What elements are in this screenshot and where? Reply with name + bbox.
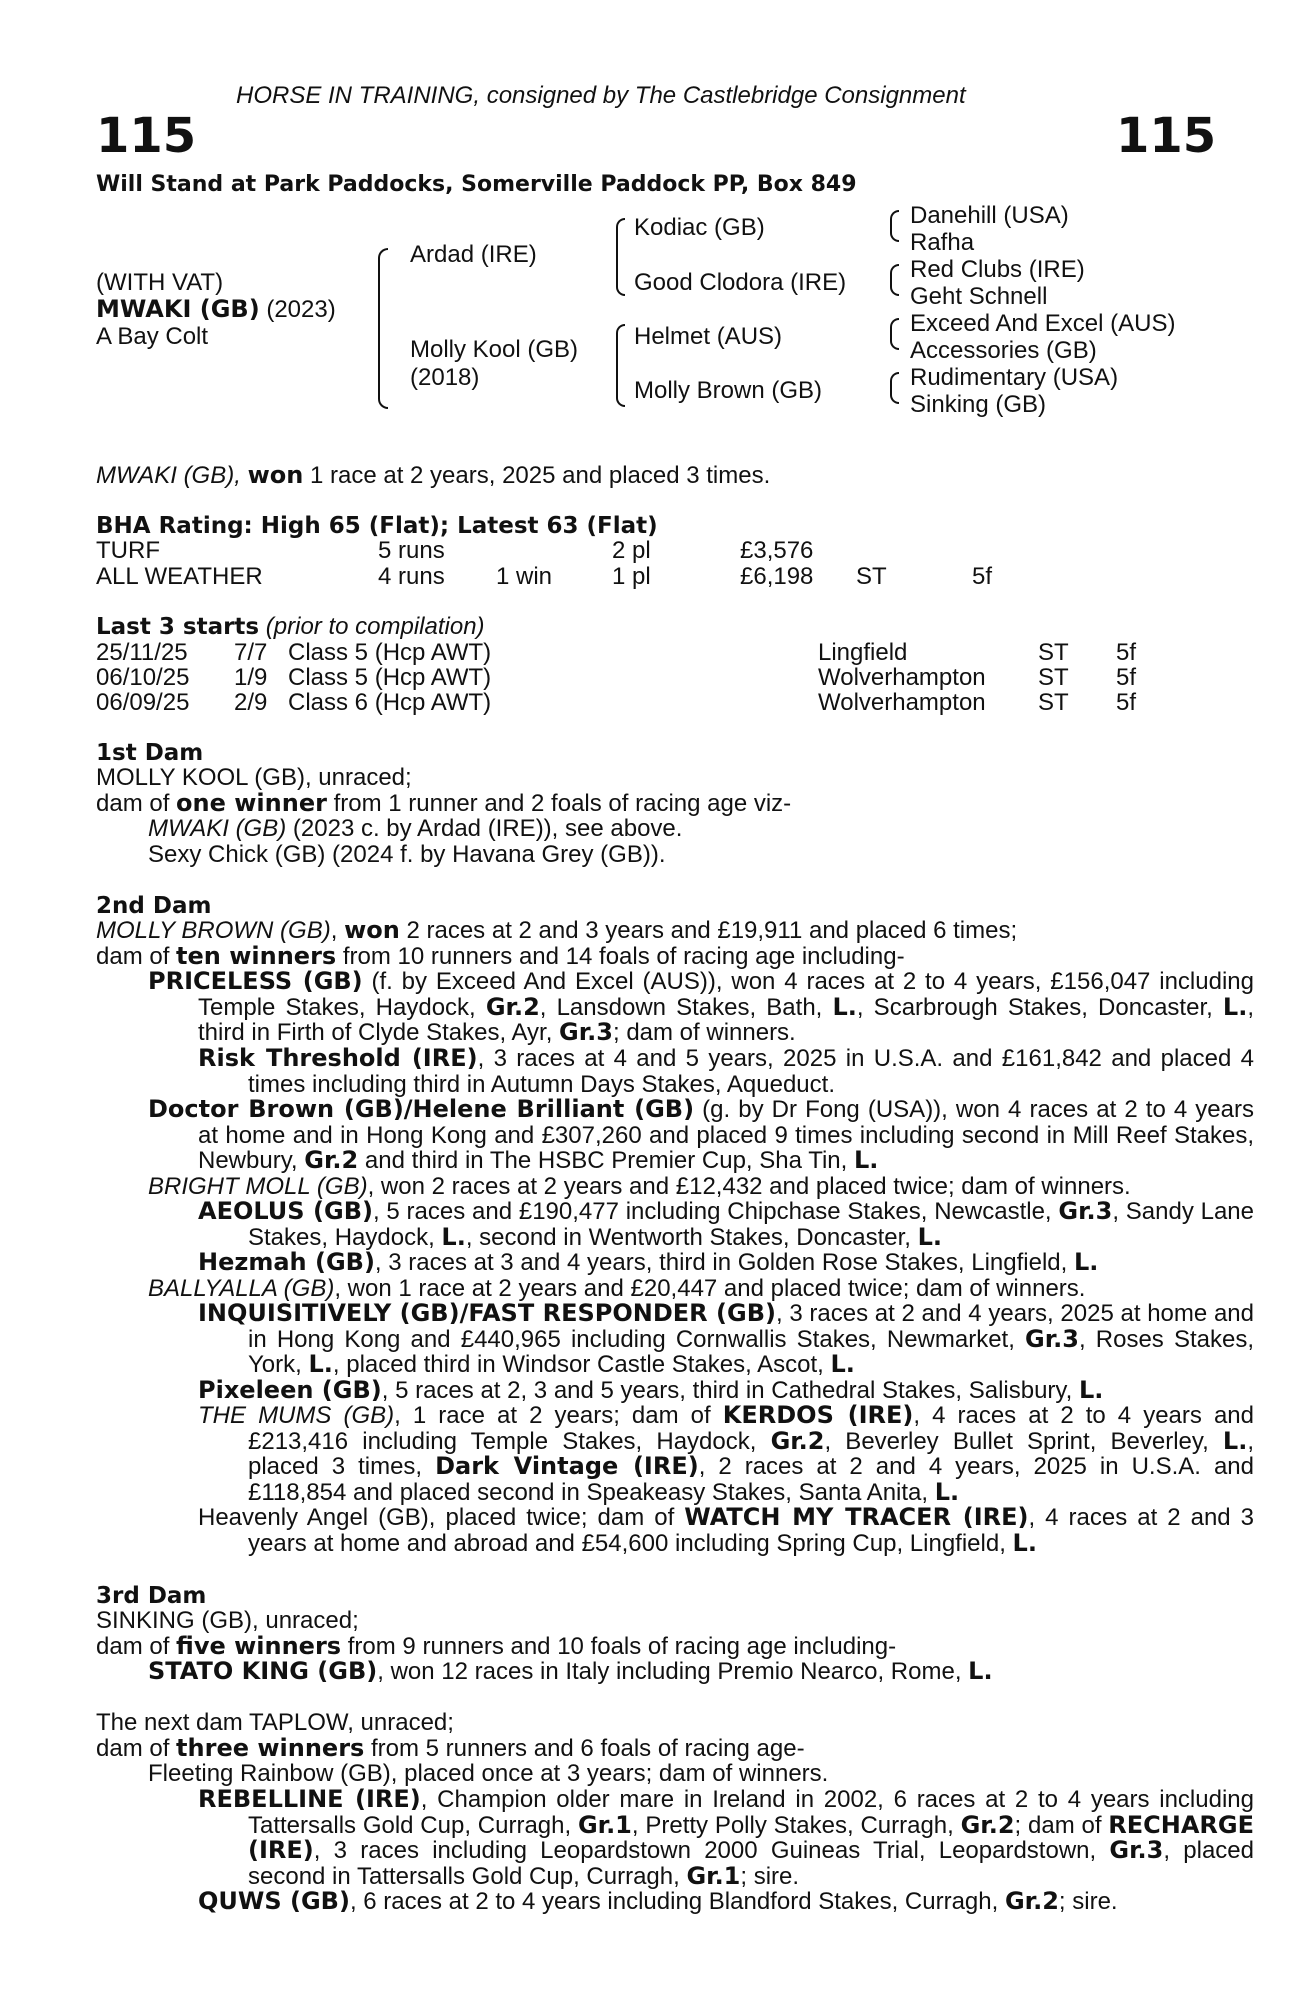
progeny-doctor-brown: Doctor Brown (GB)/Helene Brilliant (GB) (g. by Dr Fong (USA)), won 4 races at 2 to 4 years at home and in Hong Kong and £307,260 and placed 9 times including second in Mill Reef Stakes, Newbury, Gr.2 and third in The HSBC Premier Cup, Sha Tin, L. — [148, 1095, 1254, 1175]
gg-7: Rudimentary (USA) — [910, 364, 1119, 391]
summary-text: 1 race at 2 years, 2025 and placed 3 times. — [309, 462, 771, 489]
first-dam-line: MOLLY KOOL (GB), unraced; — [96, 764, 412, 791]
start-distance: 5f — [1116, 689, 1137, 716]
third-dam-produce: dam of five winners from 9 runners and 10 foals of racing age including- — [96, 1632, 897, 1660]
dam: Molly Kool (GB) — [410, 336, 579, 363]
vat-note: (WITH VAT) — [96, 269, 224, 296]
first-dam-title: 1st Dam — [96, 740, 204, 766]
rating-runs: 5 runs — [378, 537, 445, 564]
start-position: 1/9 — [234, 664, 268, 691]
progeny-rebelline: REBELLINE (IRE), Champion older mare in Ireland in 2002, 6 races at 2 to 4 years including Tattersalls Gold Cup, Curragh, Gr.1, Pretty Polly Stakes, Curragh, Gr.2; dam of RECHARGE (IRE), 3 races including Leopardstown 2000 Guineas Trial, Leopardstown, Gr.3, placed second in Tattersalls Gold Cup, Curragh, Gr.1; sire. — [198, 1785, 1255, 1890]
third-dam-title: 3rd Dam — [96, 1583, 207, 1609]
gg-3: Red Clubs (IRE) — [910, 256, 1085, 283]
progeny-pixeleen: Pixeleen (GB), 5 races at 2, 3 and 5 years, third in Cathedral Stakes, Salisbury, L. — [198, 1376, 1104, 1404]
start-course: Lingfield — [818, 639, 908, 666]
rating-money: £3,576 — [740, 537, 814, 564]
first-dam-produce: dam of one winner from 1 runner and 2 foals of racing age viz- — [96, 789, 792, 817]
progeny-quws: QUWS (GB), 6 races at 2 to 4 years including Blandford Stakes, Curragh, Gr.2; sire. — [198, 1887, 1118, 1915]
start-course: Wolverhampton — [818, 689, 986, 716]
start-class: Class 5 (Hcp AWT) — [288, 639, 492, 666]
rating-surface: TURF — [96, 537, 160, 564]
start-course: Wolverhampton — [818, 664, 986, 691]
brace-parents — [378, 248, 388, 409]
brace-g1 — [890, 210, 899, 242]
start-ground: ST — [1038, 689, 1069, 716]
brace-sire-parents — [616, 218, 625, 296]
progeny-risk-threshold: Risk Threshold (IRE), 3 races at 4 and 5 years, 2025 in U.S.A. and £161,842 and placed 4 times including third in Autumn Days Stakes, Aqueduct. — [198, 1044, 1255, 1098]
start-distance: 5f — [1116, 639, 1137, 666]
rating-runs: 4 runs — [378, 563, 445, 590]
start-date: 25/11/25 — [96, 639, 188, 666]
sire-dam: Good Clodora (IRE) — [634, 269, 847, 296]
second-dam-title: 2nd Dam — [96, 893, 212, 919]
horse-year: (2023) — [266, 296, 336, 323]
next-dam-line: The next dam TAPLOW, unraced; — [96, 1709, 454, 1736]
brace-g2 — [890, 264, 899, 296]
progeny-priceless: PRICELESS (GB) (f. by Exceed And Excel (AUS)), won 4 races at 2 to 4 years, £156,047 including Temple Stakes, Haydock, Gr.2, Lansdown Stakes, Bath, L., Scarbrough Stakes, Doncaster, L., third in Firth of Clyde Stakes, Ayr, Gr.3; dam of winners. — [148, 967, 1255, 1047]
start-distance: 5f — [1116, 664, 1137, 691]
brace-g3 — [890, 318, 899, 350]
summary-name: MWAKI (GB), — [96, 462, 241, 489]
progeny-stato-king: STATO KING (GB), won 12 races in Italy including Premio Nearco, Rome, L. — [148, 1657, 993, 1685]
start-position: 2/9 — [234, 689, 268, 716]
gg-2: Rafha — [910, 229, 975, 256]
start-date: 06/10/25 — [96, 664, 190, 691]
sire: Ardad (IRE) — [410, 241, 537, 268]
race-summary — [96, 463, 770, 488]
last-starts-title — [96, 614, 485, 640]
third-dam-line: SINKING (GB), unraced; — [96, 1607, 359, 1634]
progeny-heavenly-angel: Heavenly Angel (GB), placed twice; dam of WATCH MY TRACER (IRE), 4 races at 2 and 3 years at home and abroad and £54,600 including Spring Cup, Lingfield, L. — [198, 1503, 1254, 1557]
gg-1: Danehill (USA) — [910, 202, 1069, 229]
progeny-the-mums: THE MUMS (GB), 1 race at 2 years; dam of KERDOS (IRE), 4 races at 2 to 4 years and £213,416 including Temple Stakes, Haydock, Gr.2, Beverley Bullet Sprint, Beverley, L., placed 3 times, Dark Vintage (IRE), 2 races at 2 and 4 years, 2025 in U.S.A. and £118,854 and placed second in Speakeasy Stakes, Santa Anita, L. — [198, 1401, 1255, 1506]
horse-name: MWAKI (GB) — [96, 295, 260, 323]
horse-title — [96, 297, 336, 322]
start-ground: ST — [1038, 664, 1069, 691]
start-position: 7/7 — [234, 639, 268, 666]
lot-number-right: 115 — [1116, 108, 1217, 164]
start-class: Class 6 (Hcp AWT) — [288, 689, 492, 716]
progeny-bright-moll: BRIGHT MOLL (GB), won 2 races at 2 years and £12,432 and placed twice; dam of winners. — [148, 1173, 1131, 1200]
gg-5: Exceed And Excel (AUS) — [910, 310, 1176, 337]
rating-wins: 1 win — [496, 563, 553, 590]
horse-description: A Bay Colt — [96, 323, 209, 350]
second-dam-line: MOLLY BROWN (GB), won 2 races at 2 and 3 years and £19,911 and placed 6 times; — [96, 916, 1018, 944]
next-dam-produce: dam of three winners from 5 runners and 6 foals of racing age- — [96, 1734, 805, 1762]
rating-distance: 5f — [972, 563, 993, 590]
rating-placed: 2 pl — [612, 537, 651, 564]
last-starts-note: (prior to compilation) — [265, 613, 485, 640]
consignment-heading: HORSE IN TRAINING, consigned by The Castlebridge Consignment — [236, 82, 966, 109]
first-dam-foal: Sexy Chick (GB) (2024 f. by Havana Grey (GB)). — [148, 841, 666, 868]
dam-year: (2018) — [410, 364, 480, 391]
summary-won: won — [247, 461, 304, 489]
progeny-aeolus: AEOLUS (GB), 5 races and £190,477 including Chipchase Stakes, Newcastle, Gr.3, Sandy Lane Stakes, Haydock, L., second in Wentworth Stakes, Doncaster, L. — [198, 1197, 1254, 1251]
gg-4: Geht Schnell — [910, 283, 1048, 310]
progeny-fleeting-rainbow: Fleeting Rainbow (GB), placed once at 3 years; dam of winners. — [148, 1760, 829, 1787]
progeny-hezmah: Hezmah (GB), 3 races at 3 and 4 years, third in Golden Rose Stakes, Lingfield, L. — [198, 1248, 1099, 1276]
second-dam-produce: dam of ten winners from 10 runners and 14 foals of racing age including- — [96, 942, 905, 970]
lot-number-left: 115 — [96, 108, 197, 164]
rating-surface: ALL WEATHER — [96, 563, 263, 590]
progeny-ballyalla: BALLYALLA (GB), won 1 race at 2 years and £20,447 and placed twice; dam of winners. — [148, 1275, 1086, 1302]
start-date: 06/09/25 — [96, 689, 190, 716]
dam-dam: Molly Brown (GB) — [634, 377, 823, 404]
last-starts-label: Last 3 starts — [96, 614, 260, 640]
sire-sire: Kodiac (GB) — [634, 214, 765, 241]
rating-ground: ST — [856, 563, 887, 590]
gg-8: Sinking (GB) — [910, 391, 1047, 418]
dam-sire: Helmet (AUS) — [634, 323, 783, 350]
gg-6: Accessories (GB) — [910, 337, 1097, 364]
stand-location: Will Stand at Park Paddocks, Somerville Paddock PP, Box 849 — [96, 172, 857, 197]
rating-money: £6,198 — [740, 563, 814, 590]
bha-rating-title: BHA Rating: High 65 (Flat); Latest 63 (Flat) — [96, 513, 658, 539]
start-class: Class 5 (Hcp AWT) — [288, 664, 492, 691]
first-dam-foal: MWAKI (GB) (2023 c. by Ardad (IRE)), see above. — [148, 815, 683, 842]
brace-dam-parents — [616, 324, 625, 407]
brace-g4 — [890, 372, 899, 404]
start-ground: ST — [1038, 639, 1069, 666]
rating-placed: 1 pl — [612, 563, 651, 590]
progeny-inquisitively: INQUISITIVELY (GB)/FAST RESPONDER (GB), 3 races at 2 and 4 years, 2025 at home and in Hong Kong and £440,965 including Cornwallis Stakes, Newmarket, Gr.3, Roses Stakes, York, L., placed third in Windsor Castle Stakes, Ascot, L. — [198, 1299, 1254, 1379]
